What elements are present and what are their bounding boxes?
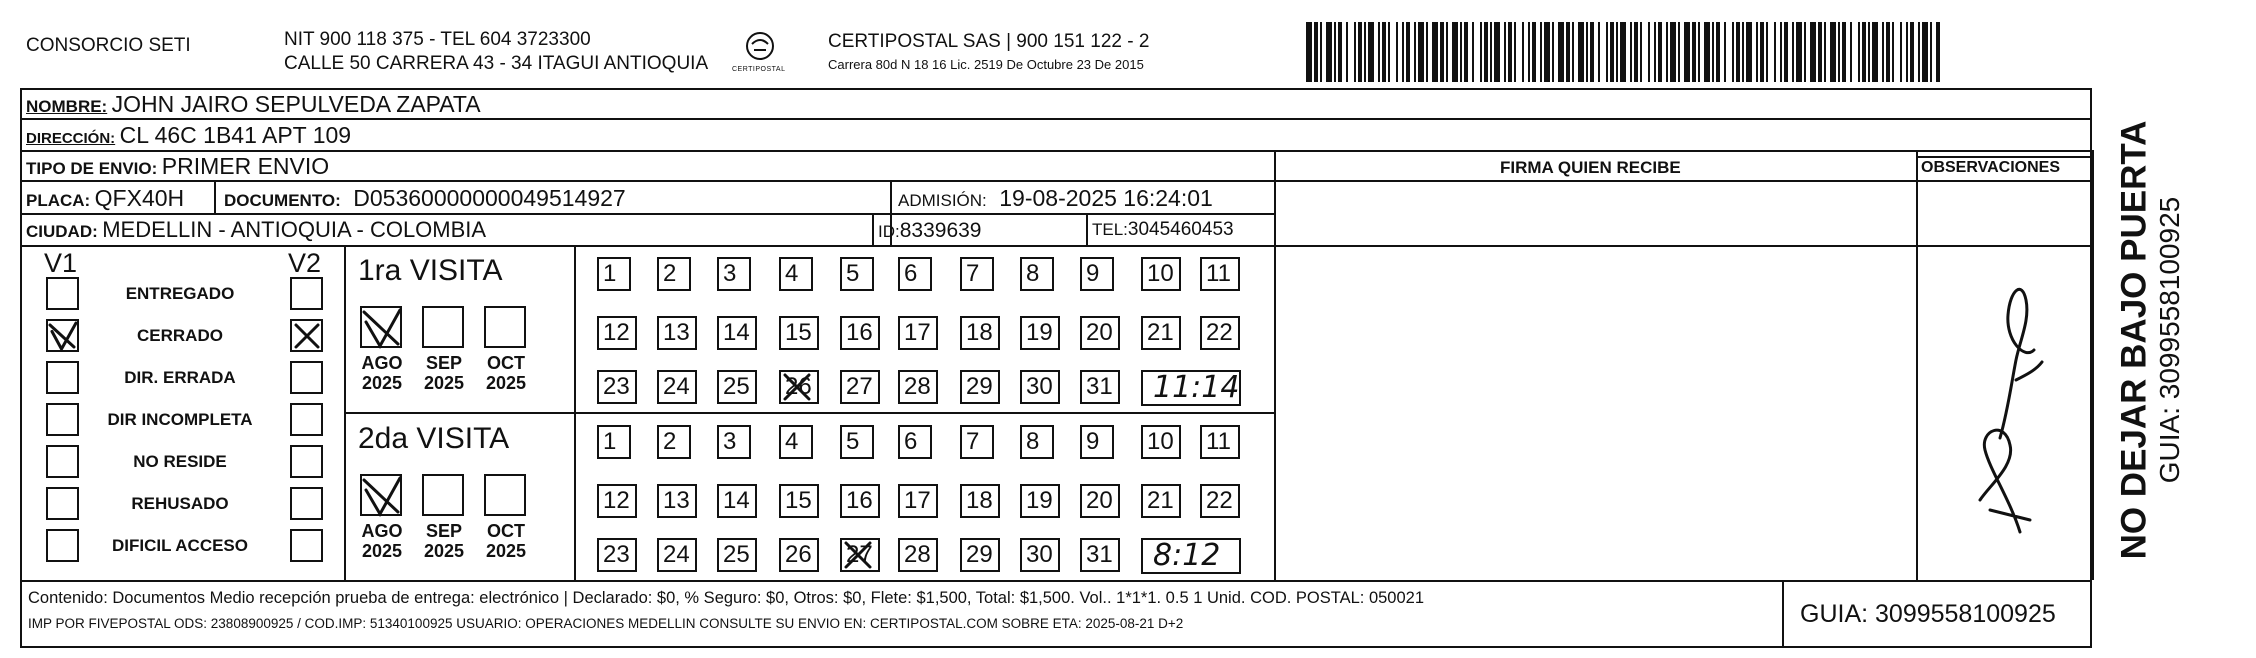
barcode-bar — [1784, 22, 1788, 82]
barcode-bar — [1440, 22, 1444, 82]
barcode-bar — [1314, 22, 1318, 82]
imp-line: IMP POR FIVEPOSTAL ODS: 23808900925 / COD.IMP: 51340100925 USUARIO: OPERACIONES MEDELLIN CONSULTE SU ENVIO EN: CERTIPOSTAL.COM SOBRE ETA: 2025-08-21 D+2 — [28, 616, 1184, 631]
second-month-checkbox[interactable] — [484, 474, 526, 516]
barcode-bar — [1654, 22, 1656, 82]
day-box[interactable]: 12 — [597, 316, 637, 350]
barcode-bar — [1742, 22, 1744, 82]
month-label: AGO — [361, 353, 403, 373]
barcode-bar — [1922, 22, 1928, 82]
no-dejar-bajo-puerta: NO DEJAR BAJO PUERTA — [2114, 120, 2154, 560]
barcode-bar — [1586, 22, 1588, 82]
first-day-mark — [781, 371, 813, 403]
barcode-bar — [1868, 22, 1870, 82]
day-box[interactable]: 23 — [597, 538, 637, 572]
day-box[interactable]: 19 — [1020, 484, 1060, 518]
barcode-bar — [1426, 22, 1428, 82]
barcode-bar — [1452, 22, 1458, 82]
day-box[interactable]: 24 — [657, 370, 697, 404]
day-box[interactable]: 3 — [717, 425, 751, 459]
company-name: CONSORCIO SETI — [26, 35, 191, 56]
barcode-bar — [1606, 22, 1608, 82]
barcode-bar — [1882, 22, 1884, 82]
barcode-bar — [1630, 22, 1632, 82]
barcode-bar — [1598, 22, 1600, 82]
barcode-bar — [1490, 22, 1492, 82]
v2-label: V2 — [288, 248, 322, 278]
day-box[interactable]: 22 — [1200, 484, 1240, 518]
direccion-field — [26, 124, 351, 147]
day-box[interactable]: 13 — [657, 484, 697, 518]
second-month-checkbox[interactable] — [422, 474, 464, 516]
day-box[interactable]: 17 — [898, 484, 938, 518]
barcode-bar — [1472, 22, 1474, 82]
day-box[interactable]: 26 — [779, 370, 819, 404]
barcode-bar — [1666, 22, 1668, 82]
tel-value: 3045460453 — [1127, 219, 1234, 240]
barcode-bar — [1334, 22, 1336, 82]
first-time-box[interactable]: 11:14 — [1141, 370, 1241, 406]
barcode-bar — [1850, 22, 1852, 82]
day-box[interactable]: 29 — [960, 370, 1000, 404]
day-box[interactable]: 1 — [597, 257, 631, 291]
day-box[interactable]: 6 — [898, 257, 932, 291]
firma-label: FIRMA QUIEN RECIBE — [1500, 158, 1681, 177]
barcode-bar — [1736, 22, 1740, 82]
barcode-bar — [1858, 22, 1860, 82]
barcode-bar — [1504, 22, 1506, 82]
day-box[interactable]: 2 — [657, 425, 691, 459]
logo-text: CERTIPOSTAL — [732, 66, 786, 73]
status-label: NO RESIDE — [133, 452, 227, 471]
barcode-bar — [1532, 22, 1536, 82]
tipo-envio-field — [26, 155, 329, 178]
barcode-bar — [1558, 22, 1564, 82]
documento-label: DOCUMENTO: — [224, 191, 341, 210]
month-label: OCT — [487, 353, 525, 373]
placa-field — [26, 187, 184, 210]
placa-label: PLACA: — [26, 191, 91, 210]
barcode-bar — [1872, 22, 1878, 82]
day-box[interactable]: 6 — [898, 425, 932, 459]
barcode-bar — [1678, 22, 1680, 82]
documento-value: D05360000000049514927 — [353, 185, 626, 211]
day-box[interactable]: 12 — [597, 484, 637, 518]
barcode-bar — [1746, 22, 1752, 82]
barcode-bar — [1900, 22, 1902, 82]
nit-line: NIT 900 118 375 - TEL 604 3723300 — [284, 29, 591, 50]
first-month-checkbox[interactable] — [422, 306, 464, 348]
day-box[interactable]: 30 — [1020, 370, 1060, 404]
barcode-bar — [1640, 22, 1642, 82]
barcode-bar — [1522, 22, 1524, 82]
day-box[interactable]: 10 — [1141, 257, 1181, 291]
barcode-bar — [1634, 22, 1638, 82]
day-box[interactable]: 22 — [1200, 316, 1240, 350]
barcode-bar — [1338, 22, 1342, 82]
day-box[interactable]: 18 — [960, 484, 1000, 518]
barcode-bar — [1396, 22, 1398, 82]
year-label: 2025 — [361, 541, 403, 561]
nombre-label: NOMBRE: — [26, 97, 108, 116]
placa-value: QFX40H — [94, 185, 185, 211]
documento-field — [224, 187, 626, 210]
barcode-bar — [1552, 22, 1554, 82]
day-box[interactable]: 18 — [960, 316, 1000, 350]
barcode-bar — [1936, 22, 1940, 82]
barcode-bar — [1418, 22, 1424, 82]
day-box[interactable]: 9 — [1080, 425, 1114, 459]
barcode-bar — [1320, 22, 1322, 82]
address-line: CALLE 50 CARRERA 43 - 34 ITAGUI ANTIOQUIA — [284, 53, 709, 74]
day-box[interactable]: 20 — [1080, 316, 1120, 350]
barcode-bar — [1354, 22, 1356, 82]
id-field — [878, 220, 982, 241]
day-box[interactable]: 9 — [1080, 257, 1114, 291]
day-box[interactable]: 14 — [717, 316, 757, 350]
status-label: ENTREGADO — [125, 284, 235, 303]
barcode-bar — [1810, 22, 1816, 82]
barcode-bar — [1648, 22, 1650, 82]
id-label: ID: — [878, 222, 900, 241]
barcode-bar — [1658, 22, 1662, 82]
barcode-bar — [1480, 22, 1482, 82]
day-box[interactable]: 5 — [840, 425, 874, 459]
barcode-bar — [1892, 22, 1894, 82]
barcode-bar — [1712, 22, 1714, 82]
day-box[interactable]: 19 — [1020, 316, 1060, 350]
day-box[interactable]: 28 — [898, 370, 938, 404]
year-label: 2025 — [423, 541, 465, 561]
first-visit-title: 1ra VISITA — [358, 254, 503, 287]
status-label: DIFICIL ACCESO — [111, 536, 248, 555]
nombre-field — [26, 93, 481, 116]
barcode-bar — [1670, 22, 1676, 82]
barcode-bar — [1732, 22, 1734, 82]
barcode-bar — [1698, 22, 1700, 82]
day-box[interactable]: 31 — [1080, 370, 1120, 404]
day-box[interactable]: 25 — [717, 370, 757, 404]
day-box[interactable]: 10 — [1141, 425, 1181, 459]
day-box[interactable]: 15 — [779, 316, 819, 350]
barcode-bar — [1414, 22, 1416, 82]
month-label: SEP — [425, 521, 463, 541]
barcode-bar — [1886, 22, 1890, 82]
barcode-bar — [1306, 22, 1312, 82]
year-label: 2025 — [485, 541, 527, 561]
barcode-bar — [1830, 22, 1836, 82]
barcode-bar — [1484, 22, 1488, 82]
side-guia: GUIA: 3099558100925 — [2154, 196, 2185, 484]
barcode-bar — [1590, 22, 1594, 82]
tel-field — [1092, 220, 1234, 239]
id-value: 8339639 — [899, 219, 982, 242]
barcode-bar — [1760, 22, 1764, 82]
year-label: 2025 — [361, 373, 403, 393]
day-box[interactable]: 30 — [1020, 538, 1060, 572]
status-label: CERRADO — [137, 326, 223, 345]
day-box[interactable]: 2 — [657, 257, 691, 291]
barcode-bar — [1544, 22, 1550, 82]
day-box[interactable]: 15 — [779, 484, 819, 518]
barcode-bar — [1910, 22, 1914, 82]
admision-field — [898, 187, 1213, 210]
month-label: AGO — [361, 521, 403, 541]
day-box[interactable]: 3 — [717, 257, 751, 291]
barcode-bar — [1460, 22, 1462, 82]
barcode-bar — [1402, 22, 1404, 82]
day-box[interactable]: 26 — [779, 538, 819, 572]
first-month-checkbox[interactable] — [484, 306, 526, 348]
barcode-bar — [1818, 22, 1822, 82]
barcode-bar — [1406, 22, 1410, 82]
year-label: 2025 — [423, 373, 465, 393]
nombre-value: JOHN JAIRO SEPULVEDA ZAPATA — [111, 91, 481, 117]
barcode-bar — [1792, 22, 1794, 82]
direccion-label: DIRECCIÓN: — [26, 130, 116, 147]
barcode-bar — [1616, 22, 1618, 82]
v1-label: V1 — [44, 248, 78, 278]
barcode — [1306, 22, 1940, 82]
day-box[interactable]: 29 — [960, 538, 1000, 572]
day-box[interactable]: 11 — [1200, 425, 1240, 459]
barcode-bar — [1572, 22, 1574, 82]
day-box[interactable]: 28 — [898, 538, 938, 572]
barcode-bar — [1918, 22, 1920, 82]
tel-label: TEL: — [1092, 220, 1128, 239]
first-month-mark — [362, 308, 402, 348]
barcode-bar — [1774, 22, 1776, 82]
barcode-bar — [1346, 22, 1348, 82]
second-day-mark — [842, 539, 874, 571]
day-box[interactable]: 8 — [1020, 425, 1054, 459]
day-box[interactable]: 5 — [840, 257, 874, 291]
status-label: DIR INCOMPLETA — [107, 410, 253, 429]
day-box[interactable]: 16 — [840, 484, 880, 518]
admision-label: ADMISIÓN: — [898, 191, 987, 210]
barcode-bar — [1906, 22, 1908, 82]
month-label: SEP — [425, 353, 463, 373]
day-box[interactable]: 24 — [657, 538, 697, 572]
barcode-bar — [1716, 22, 1720, 82]
barcode-bar — [1578, 22, 1584, 82]
barcode-bar — [1842, 22, 1846, 82]
barcode-bar — [1838, 22, 1840, 82]
barcode-bar — [1388, 22, 1390, 82]
status-label: REHUSADO — [131, 494, 229, 513]
day-box[interactable]: 17 — [898, 316, 938, 350]
day-box[interactable]: 27 — [840, 370, 880, 404]
status-label: DIR. ERRADA — [124, 368, 236, 387]
barcode-bar — [1566, 22, 1570, 82]
ciudad-field — [26, 219, 486, 241]
barcode-bar — [1446, 22, 1448, 82]
day-box[interactable]: 4 — [779, 425, 813, 459]
day-box[interactable]: 27 — [840, 538, 880, 572]
barcode-bar — [1862, 22, 1866, 82]
day-box[interactable]: 25 — [717, 538, 757, 572]
day-box[interactable]: 16 — [840, 316, 880, 350]
barcode-bar — [1724, 22, 1726, 82]
barcode-bar — [1364, 22, 1366, 82]
contenido-line: Contenido: Documentos Medio recepción prueba de entrega: electrónico | Declarado: $0, % Seguro: $0, Otros: $0, Flete: $1,500, Total: $1,500. Vol.. 1*1*1. 0.5 1 Unid. COD. POSTAL: 050021 — [28, 589, 1425, 607]
day-box[interactable]: 20 — [1080, 484, 1120, 518]
barcode-bar — [1692, 22, 1696, 82]
tipo-envio-label: TIPO DE ENVIO: — [26, 159, 158, 178]
day-box[interactable]: 11 — [1200, 257, 1240, 291]
year-label: 2025 — [485, 373, 527, 393]
barcode-bar — [1796, 22, 1802, 82]
barcode-bar — [1528, 22, 1530, 82]
barcode-bar — [1326, 22, 1332, 82]
day-box[interactable]: 1 — [597, 425, 631, 459]
admision-value: 19-08-2025 16:24:01 — [999, 185, 1213, 211]
barcode-bar — [1620, 22, 1626, 82]
barcode-bar — [1780, 22, 1782, 82]
second-visit-title: 2da VISITA — [358, 422, 510, 455]
signature-scribble — [1950, 270, 2060, 540]
guia-box: GUIA: 3099558100925 — [1800, 600, 2056, 628]
ciudad-label: CIUDAD: — [26, 222, 98, 241]
month-label: OCT — [487, 521, 525, 541]
second-month-mark — [362, 476, 402, 516]
certipostal-logo — [728, 28, 792, 78]
observaciones-label: OBSERVACIONES — [1921, 159, 2060, 176]
barcode-bar — [1514, 22, 1516, 82]
day-box[interactable]: 4 — [779, 257, 813, 291]
ciudad-value: MEDELLIN - ANTIOQUIA - COLOMBIA — [102, 217, 487, 242]
barcode-bar — [1540, 22, 1542, 82]
barcode-bar — [1756, 22, 1758, 82]
barcode-bar — [1382, 22, 1386, 82]
barcode-bar — [1684, 22, 1690, 82]
barcode-bar — [1378, 22, 1380, 82]
barcode-bar — [1610, 22, 1614, 82]
barcode-bar — [1930, 22, 1932, 82]
barcode-bar — [1824, 22, 1826, 82]
certipostal-line: CERTIPOSTAL SAS | 900 151 122 - 2 — [828, 31, 1150, 52]
direccion-value: CL 46C 1B41 APT 109 — [119, 122, 352, 148]
day-box[interactable]: 7 — [960, 257, 994, 291]
barcode-bar — [1508, 22, 1512, 82]
day-box[interactable]: 21 — [1141, 484, 1181, 518]
day-box[interactable]: 31 — [1080, 538, 1120, 572]
day-box[interactable]: 13 — [657, 316, 697, 350]
barcode-bar — [1368, 22, 1374, 82]
day-box[interactable]: 7 — [960, 425, 994, 459]
day-box[interactable]: 21 — [1141, 316, 1181, 350]
barcode-bar — [1766, 22, 1768, 82]
barcode-bar — [1432, 22, 1438, 82]
tipo-envio-value: PRIMER ENVIO — [161, 153, 330, 179]
day-box[interactable]: 8 — [1020, 257, 1054, 291]
day-box[interactable]: 23 — [597, 370, 637, 404]
second-time-box[interactable]: 8:12 — [1141, 538, 1241, 574]
barcode-bar — [1464, 22, 1468, 82]
barcode-bar — [1804, 22, 1806, 82]
barcode-bar — [1704, 22, 1710, 82]
barcode-bar — [1358, 22, 1362, 82]
day-box[interactable]: 14 — [717, 484, 757, 518]
barcode-bar — [1494, 22, 1500, 82]
license-line: Carrera 80d N 18 16 Lic. 2519 De Octubre 23 De 2015 — [828, 57, 1144, 72]
